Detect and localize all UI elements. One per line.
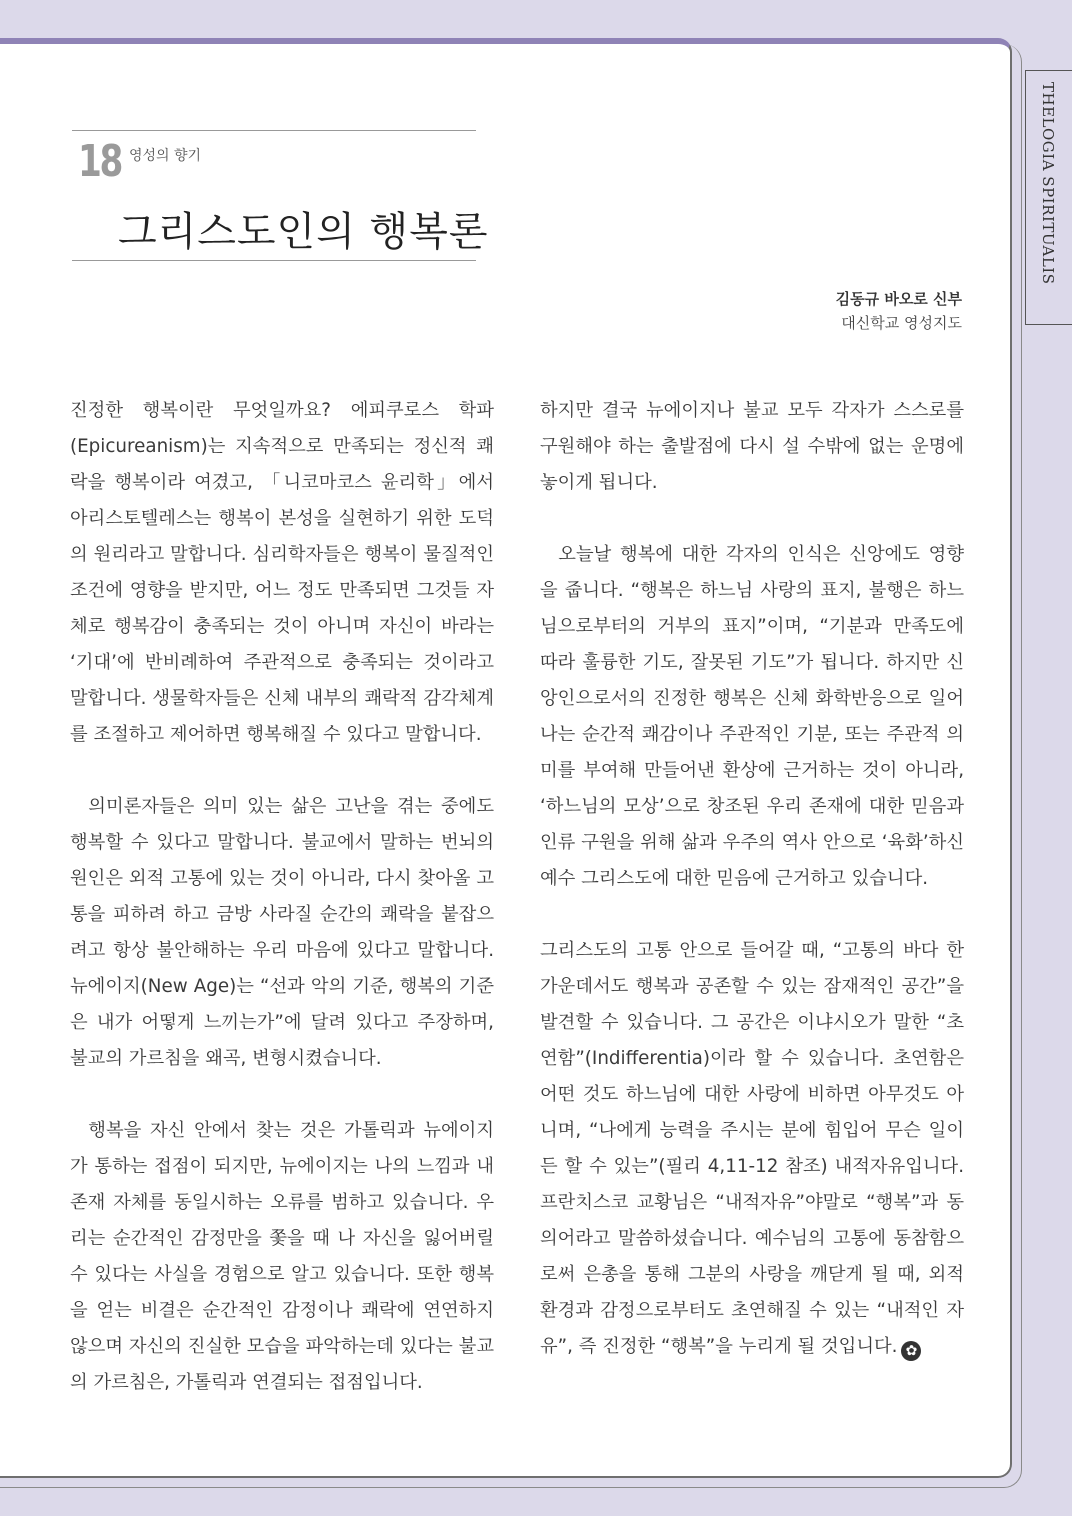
article-title: 그리스도인의 행복론	[118, 209, 489, 255]
series-number: 18	[78, 136, 122, 187]
author-name: 김동규 바오로 신부	[835, 290, 962, 308]
header-rule-top	[72, 130, 476, 131]
author-role: 대신학교 영성지도	[841, 314, 962, 332]
body-column-left	[70, 393, 494, 1437]
paragraph: 오늘날 행복에 대한 각자의 인식은 신앙에도 영향을 줍니다. “행복은 하느님 사랑의 표지, 불행은 하느님으로부터의 거부의 표지”이며, “기분과 만족도에 따라 훌륭한 기도, 잘못된 기도”가 됩니다. 하지만 신앙인으로서의 진정한 행복은 신체 화학반응으로 일어나는 순간적 쾌감이나 주관적인 기분, 또는 주관적 의미를 부여해 만들어낸 환상에 근거하는 것이 아니라, ‘하느님의 모상’으로 창조된 우리 존재에 대한 믿음과 인류 구원을 위해 삶과 우주의 역사 안으로 ‘육화’하신 예수 그리스도에 대한 믿음에 근거하고 있습니다.	[540, 544, 964, 889]
body-column-right	[540, 393, 964, 1401]
paragraph: 진정한 행복이란 무엇일까요? 에피쿠로스 학파(Epicureanism)는 지속적으로 만족되는 정신적 쾌락을 행복이라 여겼고, 「니코마코스 윤리학」에서 아리스토텔레스는 행복이 본성을 실현하기 위한 도덕의 원리라고 말합니다. 심리학자들은 행복이 물질적인 조건에 영향을 받지만, 어느 정도 만족되면 그것들 자체로 행복감이 충족되는 것이 아니며 자신이 바라는 ‘기대’에 반비례하여 주관적으로 충족되는 것이라고 말합니다. 생물학자들은 신체 내부의 쾌락적 감각체계를 조절하고 제어하면 행복해질 수 있다고 말합니다.	[70, 400, 494, 745]
paragraph-last	[540, 933, 964, 1365]
author-block	[836, 287, 962, 335]
end-of-article-icon: ✿	[901, 1341, 921, 1361]
paragraph: 행복을 자신 안에서 찾는 것은 가톨릭과 뉴에이지가 통하는 접점이 되지만, 뉴에이지는 나의 느낌과 내 존재 자체를 동일시하는 오류를 범하고 있습니다. 우리는 순간적인 감정만을 쫓을 때 나 자신을 잃어버릴 수 있다는 사실을 경험으로 알고 있습니다. 또한 행복을 얻는 비결은 순간적인 감정이나 쾌락에 연연하지 않으며 자신의 진실한 모습을 파악하는데 있다는 불교의 가르침은, 가톨릭과 연결되는 접점입니다.	[70, 1120, 494, 1393]
paragraph-text: 그리스도의 고통 안으로 들어갈 때, “고통의 바다 한가운데서도 행복과 공존할 수 있는 잠재적인 공간”을 발견할 수 있습니다. 그 공간은 이냐시오가 말한 “초연함”(Indifferentia)이라 할 수 있습니다. 초연함은 어떤 것도 하느님에 대한 사랑에 비하면 아무것도 아니며, “나에게 능력을 주시는 분에 힘입어 무슨 일이든 할 수 있는”(필리 4,11-12 참조) 내적자유입니다. 프란치스코 교황님은 “내적자유”야말로 “행복”과 동의어라고 말씀하셨습니다. 예수님의 고통에 동참함으로써 은총을 통해 그분의 사랑을 깨닫게 될 때, 외적 환경과 감정으로부터도 초연해질 수 있는 “내적인 자유”, 즉 진정한 “행복”을 누리게 될 것입니다.	[540, 940, 964, 1357]
series-name: 영성의 향기	[129, 148, 202, 164]
paragraph: 하지만 결국 뉴에이지나 불교 모두 각자가 스스로를 구원해야 하는 출발점에 다시 설 수밖에 없는 운명에 놓이게 됩니다.	[540, 400, 964, 493]
paragraph: 의미론자들은 의미 있는 삶은 고난을 겪는 중에도 행복할 수 있다고 말합니다. 불교에서 말하는 번뇌의 원인은 외적 고통에 있는 것이 아니라, 다시 찾아올 고통을 피하려 하고 금방 사라질 순간의 쾌락을 붙잡으려고 항상 불안해하는 우리 마음에 있다고 말합니다. 뉴에이지(New Age)는 “선과 악의 기준, 행복의 기준은 내가 어떻게 느끼는가”에 달려 있다고 주장하며, 불교의 가르침을 왜곡, 변형시켰습니다.	[70, 796, 494, 1069]
side-running-title: THELOGIA SPIRITUALIS	[1039, 82, 1057, 285]
header-rule-bottom	[72, 260, 476, 261]
